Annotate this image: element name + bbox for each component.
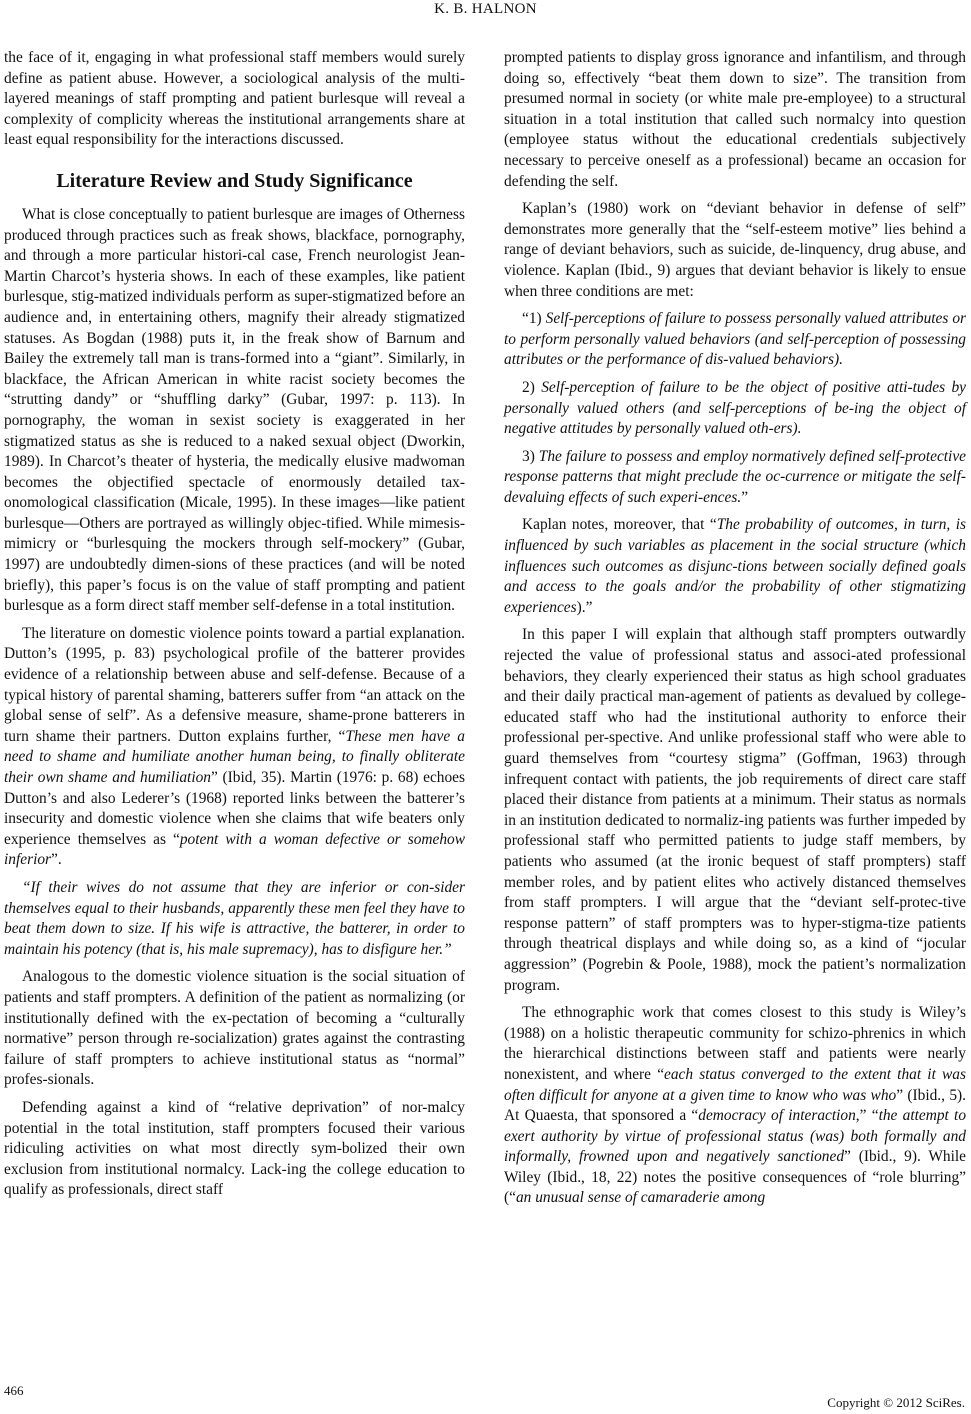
- quote-condition-2: 2) Self-perception of failure to be the object of positive atti-tudes by personally valued others (and self-perceptions of be-ing the object of negative attitudes by personally valued oth-ers).: [504, 378, 967, 438]
- paragraph-otherness: What is close conceptually to patient burlesque are images of Otherness produced through practices such as freak shows, blackface, pornography, and through a more particular histori-cal case, French neurologist Jean-Martin Charcot’s hysteria shows. In each of these examples, like patient burlesque, stig-matized individuals perform as super-stigmatized before an audience and, in entertaining others, magnify their already stigmatized statuses. As Bogdan (1988) puts it, in the freak show of Barnum and Bailey the extremely tall man is trans-formed into a “giant”. Similarly, in blackface, the African American in white racist society becomes the “strutting dandy” or “shuffling darky” (Gubar, 1997: p. 113). In pornography, the woman in sexist society is exaggerated in her stigmatized status as she is reduced to a naked sexual object (Dworkin, 1989). In Charcot’s theater of hysteria, the medically elusive madwoman becomes the objectified spectacle of enormously detailed tax-onomological classification (Micale, 1995). In these images—like patient burlesque—Others are portrayed as willingly objec-tified. While mimesis-mimicry or “burlesquing the mockers through self-mockery” (Gubar, 1997) are undoubtedly dimen-sions of these practices (and will be noted briefly), this paper’s focus is on the value of staff prompting and patient burlesque as a form direct staff member self-defense in a total institution.: [4, 205, 465, 615]
- paragraph-ethnographic: The ethnographic work that comes closest to this study is Wiley’s (1988) on a holistic therapeutic community for schizo-phrenics in which the hierarchical distinctions between staff and patients were nearly nonexistent, and where “each status converged to the extent that it was often difficult for anyone at a given time to know who was who” (Ibid., 5). At Quaesta, that sponsored a “democracy of interaction,” “the attempt to exert authority by virtue of professional status (was) both formally and informally, frowned upon and negatively sanctioned” (Ibid., 9). While Wiley (Ibid., 18, 22) notes the positive consequences of “role blurring” (“an unusual sense of camaraderie among: [504, 1004, 967, 1207]
- right-column: [504, 48, 966, 1216]
- block-quote-martin: “If their wives do not assume that they are inferior or con-sider themselves equal to their husbands, apparently these men feel they have to beat them down to size. If his wife is attractive, the batterer, in order to maintain his potency (that is, his male supremacy), has to disfigure her.”: [4, 878, 465, 958]
- paragraph-kaplan: Kaplan’s (1980) work on “deviant behavior in defense of self” demonstrates more generally that the “self-esteem motive” lies behind a range of deviant behaviors, such as suicide, de-linquency, drug abuse, and violence. Kaplan (Ibid., 9) argues that deviant behavior is likely to ensue when three conditions are met:: [504, 200, 966, 300]
- copyright-notice: Copyright © 2012 SciRes.: [827, 1395, 965, 1410]
- quote-condition-3: 3) The failure to possess and employ normatively defined self-protective response patterns that might preclude the oc-currence or mitigate the self-devaluing effects of such experi-ences.”: [504, 447, 966, 506]
- paragraph-prompted: prompted patients to display gross ignorance and infantilism, and through doing so, effectively “beat them down to size”. The transition from presumed normal in society (or white male pre-employee) to a structural situation in a total institution that called such normalcy into question (employee status without the educational credentials subjectively necessary to perceive oneself as a professional) became an occasion for defending the self.: [504, 49, 966, 190]
- running-head: K. B. HALNON: [434, 1, 537, 17]
- paragraph-this-paper: In this paper I will explain that although staff prompters outwardly rejected the value of professional status and associ-ated professional behaviors, they clearly experienced their status as high school graduates and their daily practical man-agement of patients as devalued by college-educated staff who had the institutional authority to enforce their professional per-spective. And unlike professional staff who were able to guard themselves from “courtesy stigma” (Goffman, 1963) through infrequent contact with patients, the job requirements of direct care staff placed their distance from patients at a minimum. Their status as normals in an institution dedicated to normaliz-ing patients was further impeded by professional staff who permitted patients to judge staff members, by patients who assumed (at the ironic bequest of staff prompters) staff member roles, and by patient elites who actively distanced themselves from staff prompters. I will argue that the “deviant self-protec-tive response pattern” of staff prompters was to hyper-stigma-tize patients through theatrical displays and while doing so, as a kind of “jocular aggression” (Pogrebin & Poole, 1988), mock the patient’s normalization program.: [504, 626, 966, 994]
- quote-condition-1: “1) Self-perceptions of failure to possess personally valued attributes or to perform personally valued behaviors (and self-perception of possessing attributes or the performance of dis-valued behaviors).: [504, 310, 967, 369]
- paragraph-analogous: Analogous to the domestic violence situation is the social situation of patients and staff prompters. A definition of the patient as normalizing (or institutionally defined with the ex-pectation of becoming a “culturally normative” person through re-socialization) grates against the contrasting failure of staff prompters to achieve institutional status as “normal” profes-sionals.: [4, 968, 465, 1089]
- page-number: 466: [4, 1383, 24, 1398]
- paragraph-defending: Defending against a kind of “relative deprivation” of nor-malcy potential in the total institution, staff prompters focused their various ridiculing activities on what most directly sym-bolized their own exclusion from institutional normalcy. Lack-ing the college education to qualify as professionals, direct staff: [4, 1098, 465, 1199]
- paragraph-kaplan-notes: Kaplan notes, moreover, that “The probability of outcomes, in turn, is influenced by such variables as placement in the social structure (which influences such outcomes as disjunc-tions between socially defined goals and access to the goals and/or the probability of other stigmatizing experiences).”: [504, 516, 966, 616]
- intro-paragraph: the face of it, engaging in what professional staff members would surely define as patient abuse. However, a sociological analysis of the multi-layered meanings of staff prompting and patient burlesque will reveal a complexity of complicity whereas the institutional arrangements share at least equal responsibility for the interactions discussed.: [4, 49, 465, 149]
- paragraph-domestic-violence: The literature on domestic violence points toward a partial explanation. Dutton’s (1995, p. 83) psychological profile of the batterer provides evidence of a relationship between abuse and self-defense. Because of a typical history of parental shaming, batterers suffer from “an attack on the global sense of self”. As a defensive measure, shame-prone batterers in turn shame their partners. Dutton explains further, “These men have a need to shame and humiliate another human being, to finally obliterate their own shame and humiliation” (Ibid, 35). Martin (1976: p. 68) echoes Dutton’s and also Lederer’s (1968) reported links between the batterer’s insecurity and domestic violence when she claims that wife beaters only experience themselves as “potent with a woman defective or somehow inferior”.: [4, 624, 466, 869]
- left-column: [4, 48, 465, 1208]
- section-heading: Literature Review and Study Significance: [56, 169, 413, 192]
